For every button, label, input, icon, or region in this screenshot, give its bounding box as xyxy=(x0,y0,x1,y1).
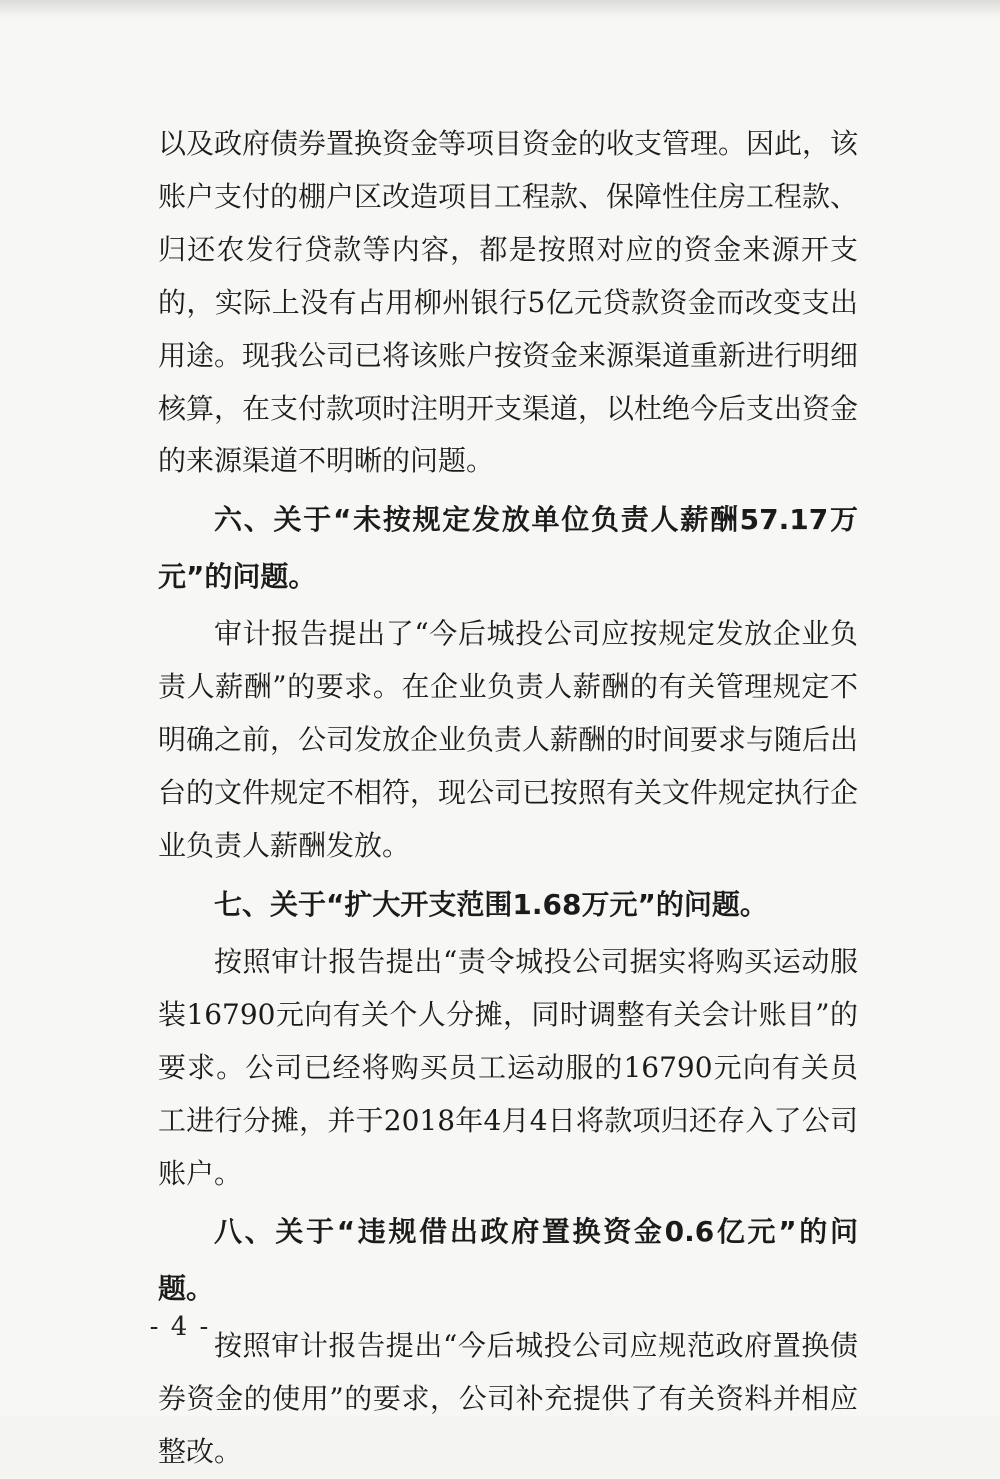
paragraph-salary: 审计报告提出了“今后城投公司应按规定发放企业负责人薪酬”的要求。在企业负责人薪酬的有关管理规定不明确之前，公司发放企业负责人薪酬的时间要求与随后出台的文件规定不相符，现公司已按照有关文件规定执行企业负责人薪酬发放。 xyxy=(158,617,859,862)
paragraph-expense-scope: 按照审计报告提出“责令城投公司据实将购买运动服装16790元向有关个人分摊，同时调整有关会计账目”的要求。公司已经将购买员工运动服的16790元向有关员工进行分摊，并于2018年4月4日将款项归还存入了公司账户。 xyxy=(158,944,858,1190)
scan-edge-shadow xyxy=(0,0,1000,18)
section-heading-7: 七、关于“扩大开支范围1.68万元”的问题。 xyxy=(214,887,768,921)
section-heading-8: 八、关于“违规借出政府置换资金0.6亿元”的问题。 xyxy=(158,1215,858,1306)
paragraph-account-usage: 以及政府债券置换资金等项目资金的收支管理。因此，该账户支付的棚户区改造项目工程款、保障性住房工程款、归还农发行贷款等内容，都是按照对应的资金来源开支的，实际上没有占用柳州银行5亿元贷款资金而改变支出用途。现我公司已将该账户按资金来源渠道重新进行明细核算，在支付款项时注明开支渠道，以杜绝今后支出资金的来源渠道不明晰的问题。 xyxy=(158,127,859,478)
paragraph-replacement-funds: 按照审计报告提出“今后城投公司应规范政府置换债券资金的使用”的要求，公司补充提供了有关资料并相应整改。 xyxy=(158,1329,858,1469)
page-number: - 4 - xyxy=(149,1312,211,1342)
section-heading-6: 六、关于“未按规定发放单位负责人薪酬57.17万元”的问题。 xyxy=(158,503,858,594)
document-body xyxy=(158,118,858,1479)
